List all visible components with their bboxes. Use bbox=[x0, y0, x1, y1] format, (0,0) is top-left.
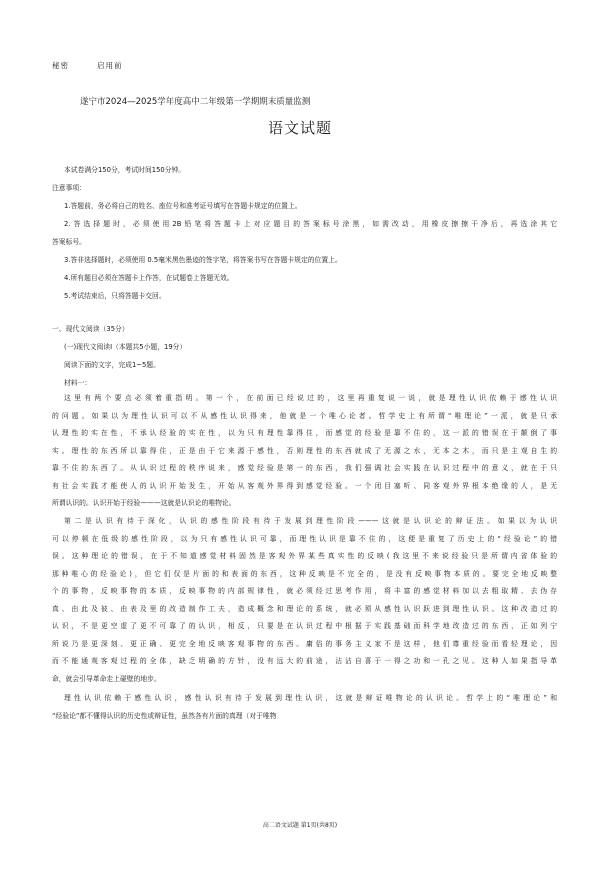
notice-heading: 注意事项： bbox=[52, 184, 86, 192]
paragraph-line: 有社会实践才能使人的认识开始发生，开始从客观外界得到感觉经验。一个闭目塞听、同客观外界根本绝缘的人，是无 bbox=[52, 481, 557, 490]
paragraph-line: 认理性的实在性，不承认经验的实在性，以为只有理性靠得住，而感觉的经验是靠不住的，这一派的错误在于颠倒了事 bbox=[52, 429, 557, 437]
paragraph-line: 那种唯心的经验论)，但它们仅是片面的和表面的东西，这种反映是不完全的，是没有反映事物本质的。要完全地反映整 bbox=[52, 569, 557, 578]
paragraph-line: 靠不住的东西了。从认识过程的秩序说来，感觉经验是第一的东西，我们强调社会实践在认识过程中的意义，就在于只 bbox=[52, 464, 557, 472]
paragraph-line: 的问题。如果以为理性认识可以不从感性认识得来，他就是一个唯心论者。哲学史上有所谓“唯理论”一派，就是只承 bbox=[52, 411, 557, 420]
paragraph-line: 第二是认识有待于深化，认识的感性阶段有待于发展到理性阶段———这就是认识论的辩证法。如果以为认识 bbox=[64, 517, 557, 525]
confidential-label bbox=[52, 60, 123, 71]
notice-2-cont: 答案标号。 bbox=[52, 238, 86, 246]
notice-3: 3.答非选择题时，必须使用 0.5毫米黑色墨迹的签字笔，将答案书写在答题卡规定的位置上。 bbox=[64, 256, 342, 264]
material-label: 材料一： bbox=[64, 379, 92, 387]
paragraph-line: 而不能通观客观过程的全体，缺乏明确的方针，没有远大的前途，沾沾自喜于一得之功和一孔之见。这种人如果指导革 bbox=[52, 657, 557, 665]
paragraph-3 bbox=[52, 690, 557, 725]
subsection-1-heading: (一)现代文阅读Ⅰ（本题共5小题，19分） bbox=[64, 343, 187, 351]
exam-header: 遂宁市2024—2025学年度高中二年级第一学期期末质量监测 bbox=[80, 97, 311, 107]
page-footer: 高二语文试题 第1页(共8页) bbox=[262, 822, 338, 829]
confidential-text: 秘密 bbox=[52, 61, 69, 70]
paragraph-line: 所谓认识的。认识开始于经验———这就是认识论的唯物论。 bbox=[52, 499, 236, 507]
paragraph-line: 误。这种理论的错误，在于不知道感觉材料固然是客观外界某些真实性的反映(我这里不来说经验只是所谓内省体验的 bbox=[52, 552, 557, 560]
paragraph-line: 理性认识依赖于感性认识，感性认识有待于发展到理性认识，这就是辩证唯物论的认识论。哲学上的“唯理论”和 bbox=[64, 694, 557, 702]
before-use-text: 启用前 bbox=[97, 61, 123, 70]
notice-5: 5.考试结束后，只将答题卡交回。 bbox=[64, 292, 166, 300]
paragraph-1 bbox=[52, 390, 557, 513]
paragraph-line: 所说乃是更深刻、更正确、更完全地反映客观事物的东西。庸俗的事务主义家不是这样，他们尊重经验而看轻理论，因 bbox=[52, 639, 557, 648]
section-heading-block bbox=[52, 320, 557, 392]
paragraph-2 bbox=[52, 513, 557, 688]
notice-2: 2.答选择题时，必须使用2B铅笔将答题卡上对应题目的答案标号涂黑，如需改动，用橡皮擦擦干净后，再选涂其它 bbox=[64, 220, 557, 228]
paragraph-line: 实。理性的东西所以靠得住，正是由于它来源于感性，否则理性的东西就成了无源之水，无本之木，而只是主观自生的 bbox=[52, 446, 557, 455]
paragraph-line: 真、由此及彼、由表及里的改造制作工夫，造成概念和理论的系统，就必须从感性认识跃进到理性认识。这种改造过的 bbox=[52, 604, 557, 613]
paragraph-line: “经验论”都不懂得认识的历史性或辩证性，虽然各有片面的真理（对于唯物 bbox=[52, 711, 277, 720]
section-1-heading: 一、现代文阅读（35分） bbox=[52, 325, 129, 333]
notice-4: 4.所有题目必须在答题卡上作答，在试题卷上答题无效。 bbox=[64, 274, 234, 282]
page-title: 语文试题 bbox=[267, 119, 332, 137]
reading-instruction: 阅读下面的文字，完成1~5题。 bbox=[64, 361, 160, 369]
paragraph-line: 可以停顿在低级的感性阶段，以为只有感性认识可靠，而理性认识是靠不住的，这便是重复了历史上的“经验论”的错 bbox=[52, 534, 557, 543]
intro-text: 本试卷满分150分，考试时间150分钟。 bbox=[64, 166, 186, 174]
notice-1: 1.答题前，务必将自己的姓名、座位号和准考证号填写在答题卡规定的位置上。 bbox=[64, 202, 302, 210]
paragraph-line: 个的事物，反映事物的本质，反映事物的内部规律性，就必须经过思考作用，将丰富的感觉材料加以去粗取精、去伪存 bbox=[52, 587, 557, 595]
paragraph-line: 认识，不是更空虚了更不可靠了的认识，相反，只要是在认识过程中根据于实践基础而科学地改造过的东西，正如列宁 bbox=[52, 622, 557, 630]
instructions-block bbox=[52, 161, 557, 305]
paragraph-line: 这里有两个要点必须着重指明。第一个，在前面已经说过的，这里再重复说一说，就是理性认识依赖于感性认识 bbox=[64, 394, 557, 402]
paragraph-line: 命，就会引导革命走上碰壁的地步。 bbox=[52, 674, 161, 683]
